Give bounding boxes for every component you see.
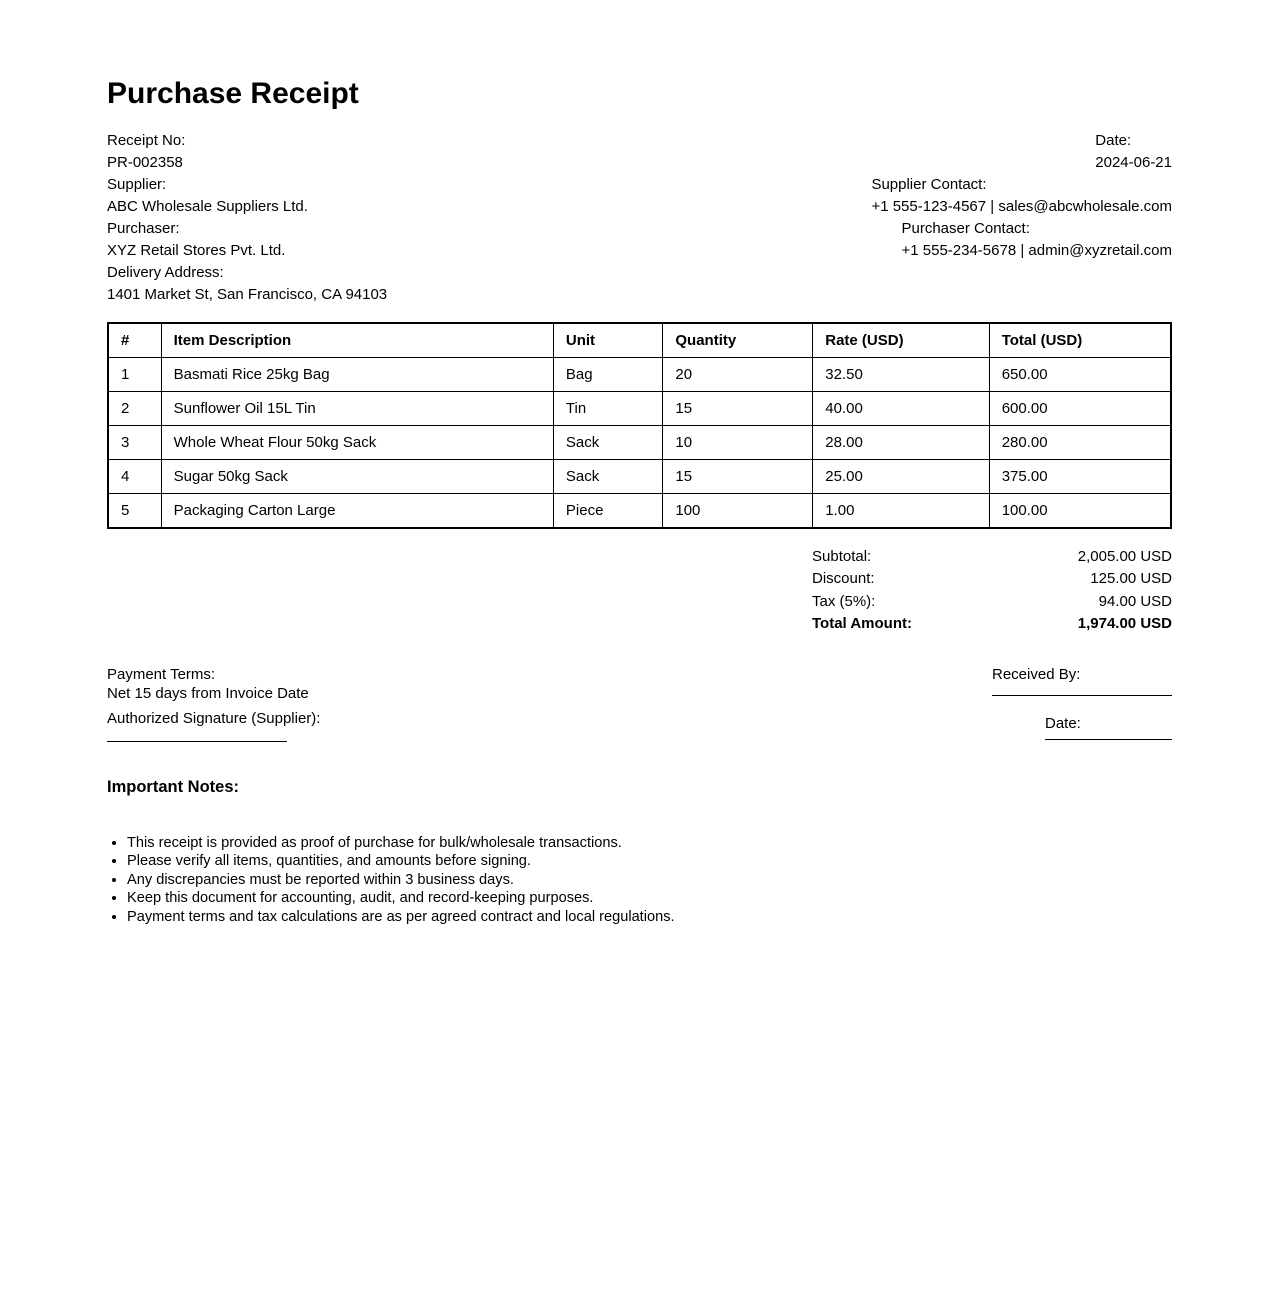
table-row (108, 392, 1171, 426)
table-cell: 2 (108, 392, 161, 426)
table-cell: Sack (553, 460, 662, 494)
received-date-line (1045, 714, 1172, 740)
table-row (108, 494, 1171, 529)
items-table-body (108, 358, 1171, 529)
table-cell: 28.00 (813, 426, 989, 460)
date-label: Date: (1095, 132, 1132, 149)
table-cell: Whole Wheat Flour 50kg Sack (161, 426, 553, 460)
items-table (107, 322, 1172, 529)
items-table-header-row (108, 323, 1171, 358)
supplier-contact-block (871, 174, 1172, 218)
received-by-block (992, 665, 1172, 742)
purchaser-contact-label: Purchaser Contact: (901, 220, 1030, 237)
table-header-cell: Quantity (663, 323, 813, 358)
note-item: • This receipt is provided as proof of purchase for bulk/wholesale transactions. (127, 834, 1172, 853)
receipt-no-value: PR-002358 (107, 154, 183, 171)
table-cell: 100 (663, 494, 813, 529)
table-cell: 375.00 (989, 460, 1171, 494)
table-cell: 600.00 (989, 392, 1171, 426)
page-title: Purchase Receipt (107, 77, 359, 110)
supplier-value: ABC Wholesale Suppliers Ltd. (107, 198, 308, 215)
table-cell: 32.50 (813, 358, 989, 392)
purchaser-value: XYZ Retail Stores Pvt. Ltd. (107, 242, 286, 259)
totals-label: Tax (5%): (812, 592, 876, 610)
table-cell: Basmati Rice 25kg Bag (161, 358, 553, 392)
purchaser-contact-wrap (901, 218, 1172, 262)
delivery-address-value: 1401 Market St, San Francisco, CA 94103 (107, 286, 388, 303)
table-cell: 25.00 (813, 460, 989, 494)
totals-value: 125.00 USD (1090, 570, 1172, 588)
meta-row-supplier (107, 174, 1172, 218)
totals-row (812, 568, 1172, 590)
supplier-signature-line (107, 728, 287, 742)
meta-row-delivery (107, 262, 1172, 306)
totals-label: Discount: (812, 570, 875, 588)
received-by-signature-line (992, 665, 1172, 696)
important-notes-list (107, 834, 1172, 927)
table-row (108, 460, 1171, 494)
signature-section (107, 665, 1172, 742)
table-cell: 4 (108, 460, 161, 494)
totals-block (812, 546, 1172, 636)
purchaser-contact-block (901, 218, 1172, 262)
table-cell: 15 (663, 392, 813, 426)
table-header-cell: # (108, 323, 161, 358)
receipt-number-block (107, 130, 185, 174)
table-header-cell: Total (USD) (989, 323, 1171, 358)
table-cell: 650.00 (989, 358, 1171, 392)
table-cell: 1 (108, 358, 161, 392)
table-cell: 1.00 (813, 494, 989, 529)
payment-terms-value: Net 15 days from Invoice Date (107, 684, 309, 702)
table-cell: 40.00 (813, 392, 989, 426)
payment-terms-label: Payment Terms: (107, 665, 216, 683)
table-cell: 20 (663, 358, 813, 392)
table-header-cell: Item Description (161, 323, 553, 358)
meta-row-purchaser (107, 218, 1172, 262)
totals-label: Subtotal: (812, 548, 872, 565)
table-cell: Sunflower Oil 15L Tin (161, 392, 553, 426)
purchaser-block (107, 218, 285, 262)
receipt-no-label: Receipt No: (107, 132, 186, 149)
note-item: • Payment terms and tax calculations are as per agreed contract and local regulations. (127, 908, 1172, 927)
table-cell: 15 (663, 460, 813, 494)
totals-label: Total Amount: (812, 615, 912, 633)
table-cell: Piece (553, 494, 662, 529)
table-cell: Tin (553, 392, 662, 426)
table-cell: 100.00 (989, 494, 1171, 529)
table-cell: Packaging Carton Large (161, 494, 553, 529)
note-item: • Keep this document for accounting, audit, and record-keeping purposes. (127, 889, 1172, 908)
table-cell: Bag (553, 358, 662, 392)
date-value: 2024-06-21 (1095, 154, 1172, 171)
delivery-address-block (107, 262, 387, 306)
table-header-cell: Unit (553, 323, 662, 358)
meta-row-receipt-date (107, 130, 1172, 174)
table-cell: 3 (108, 426, 161, 460)
table-row (108, 358, 1171, 392)
payment-terms-block (107, 665, 320, 742)
table-row (108, 426, 1171, 460)
important-notes-heading: Important Notes: (107, 777, 239, 796)
supplier-block (107, 174, 308, 218)
date-block-wrap (1095, 130, 1172, 174)
table-cell: 280.00 (989, 426, 1171, 460)
totals-row (812, 546, 1172, 568)
table-cell: Sugar 50kg Sack (161, 460, 553, 494)
totals-value: 94.00 USD (1098, 592, 1172, 610)
purchaser-contact-value: +1 555-234-5678 | admin@xyzretail.com (901, 242, 1172, 259)
totals-value: 1,974.00 USD (1077, 615, 1172, 633)
supplier-label: Supplier: (107, 176, 167, 193)
delivery-address-label: Delivery Address: (107, 264, 224, 281)
supplier-contact-wrap (871, 174, 1172, 218)
note-item: • Any discrepancies must be reported within 3 business days. (127, 871, 1172, 890)
totals-row (812, 613, 1172, 635)
table-cell: 5 (108, 494, 161, 529)
supplier-contact-value: +1 555-123-4567 | sales@abcwholesale.com (871, 198, 1172, 215)
date-block (1095, 130, 1172, 174)
receipt-meta (107, 130, 1172, 306)
receipt-document (107, 0, 1172, 926)
table-cell: 10 (663, 426, 813, 460)
note-item: • Please verify all items, quantities, and amounts before signing. (127, 852, 1172, 871)
totals-value: 2,005.00 USD (1077, 548, 1172, 565)
received-by-label: Received By: (992, 665, 1081, 683)
purchaser-label: Purchaser: (107, 220, 180, 237)
authorized-signature-label: Authorized Signature (Supplier): (107, 709, 321, 727)
received-date-label: Date: (1045, 714, 1081, 732)
table-header-cell: Rate (USD) (813, 323, 989, 358)
totals-row (812, 591, 1172, 613)
supplier-contact-label: Supplier Contact: (871, 176, 987, 193)
table-cell: Sack (553, 426, 662, 460)
